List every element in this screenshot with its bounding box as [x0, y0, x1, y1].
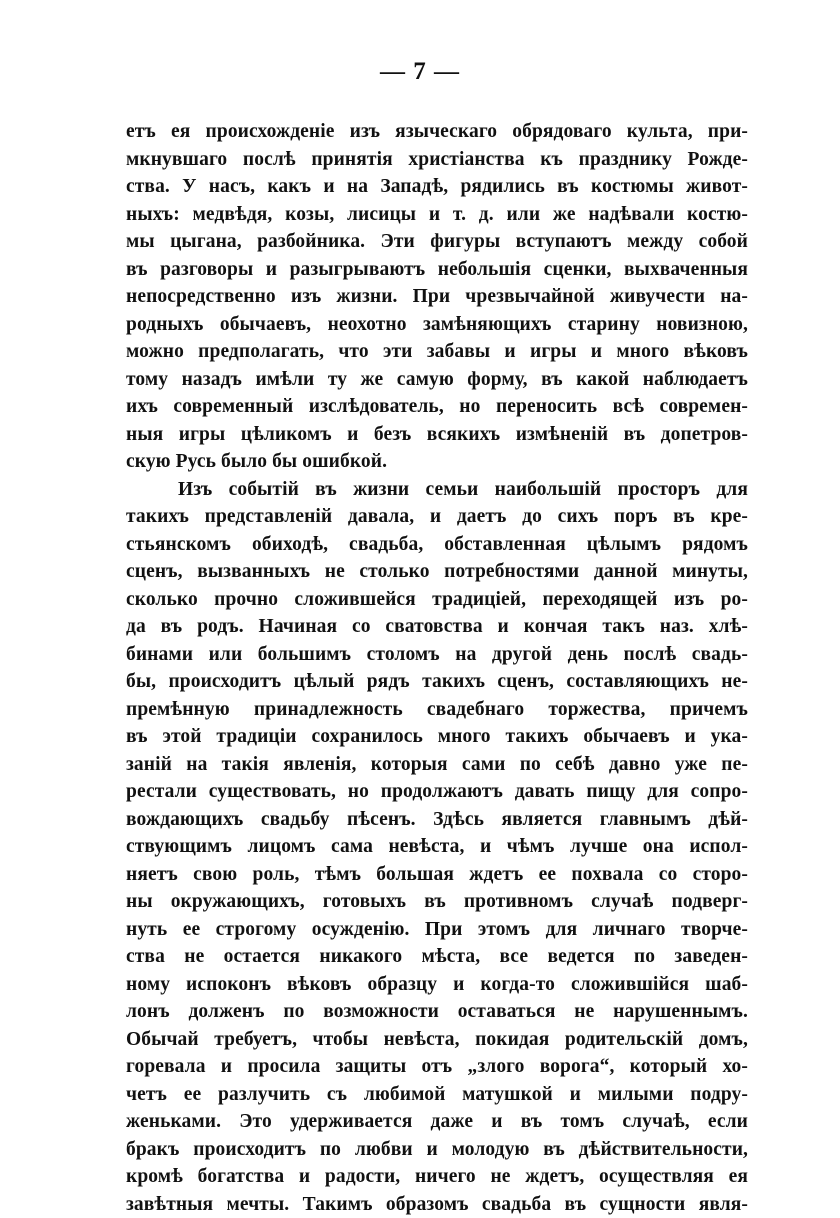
text-line: горевала и просила защиты отъ „злого ворога“, который хо-	[126, 1053, 748, 1081]
text-line: сценъ, вызванныхъ не столько потребностями данной минуты,	[126, 558, 748, 586]
text-line: рестали существовать, но продолжаютъ давать пищу для сопро-	[126, 778, 748, 806]
body-text	[126, 118, 748, 1218]
text-line: ному испоконъ вѣковъ образцу и когда-то сложившійся шаб-	[126, 971, 748, 999]
text-line: да въ родъ. Начиная со сватовства и кончая такъ наз. хлѣ-	[126, 613, 748, 641]
page-number: — 7 —	[0, 58, 840, 86]
text-line: въ этой традиціи сохранилось много такихъ обычаевъ и ука-	[126, 723, 748, 751]
text-line: няетъ свою роль, тѣмъ большая ждетъ ее похвала со сторо-	[126, 861, 748, 889]
text-line: родныхъ обычаевъ, неохотно замѣняющихъ старину новизною,	[126, 311, 748, 339]
text-line: заній на такія явленія, которыя сами по себѣ давно уже пе-	[126, 751, 748, 779]
text-line: Обычай требуетъ, чтобы невѣста, покидая родительскій домъ,	[126, 1026, 748, 1054]
text-line: нуть ее строгому осужденію. При этомъ для личнаго творче-	[126, 916, 748, 944]
text-line: бинами или большимъ столомъ на другой день послѣ свадь-	[126, 641, 748, 669]
text-line: завѣтныя мечты. Такимъ образомъ свадьба въ сущности явля-	[126, 1191, 748, 1218]
text-line: тому назадъ имѣли ту же самую форму, въ какой наблюдаетъ	[126, 366, 748, 394]
text-line: можно предполагать, что эти забавы и игры и много вѣковъ	[126, 338, 748, 366]
text-line: въ разговоры и разыгрываютъ небольшія сценки, выхваченныя	[126, 256, 748, 284]
text-line: ства. У насъ, какъ и на Западѣ, рядились въ костюмы живот-	[126, 173, 748, 201]
text-line: вождающихъ свадьбу пѣсенъ. Здѣсь является главнымъ дѣй-	[126, 806, 748, 834]
text-line: етъ ея происхожденіе изъ языческаго обрядоваго культа, при-	[126, 118, 748, 146]
text-line: мы цыгана, разбойника. Эти фигуры вступаютъ между собой	[126, 228, 748, 256]
text-line: бы, происходитъ цѣлый рядъ такихъ сценъ, составляющихъ не-	[126, 668, 748, 696]
text-line: ныя игры цѣликомъ и безъ всякихъ измѣненій въ допетров-	[126, 421, 748, 449]
text-line: сколько прочно сложившейся традиціей, переходящей изъ ро-	[126, 586, 748, 614]
text-line: кромѣ богатства и радости, ничего не ждетъ, осуществляя ея	[126, 1163, 748, 1191]
text-line: такихъ представленій давала, и даетъ до сихъ поръ въ кре-	[126, 503, 748, 531]
text-line: лонъ долженъ по возможности оставаться не нарушеннымъ.	[126, 998, 748, 1026]
text-line: бракъ происходитъ по любви и молодую въ дѣйствительности,	[126, 1136, 748, 1164]
text-line: ны окружающихъ, готовыхъ въ противномъ случаѣ подверг-	[126, 888, 748, 916]
text-line: четъ ее разлучить съ любимой матушкой и милыми подру-	[126, 1081, 748, 1109]
text-line: женьками. Это удерживается даже и въ томъ случаѣ, если	[126, 1108, 748, 1136]
text-line: ствующимъ лицомъ сама невѣста, и чѣмъ лучше она испол-	[126, 833, 748, 861]
text-line: ныхъ: медвѣдя, козы, лисицы и т. д. или же надѣвали костю-	[126, 201, 748, 229]
text-line: ства не остается никакого мѣста, все ведется по заведен-	[126, 943, 748, 971]
text-line: премѣнную принадлежность свадебнаго торжества, причемъ	[126, 696, 748, 724]
text-line: мкнувшаго послѣ принятія христіанства къ празднику Рожде-	[126, 146, 748, 174]
text-line: стьянскомъ обиходѣ, свадьба, обставленная цѣлымъ рядомъ	[126, 531, 748, 559]
paragraph-start-line: Изъ событій въ жизни семьи наибольшій просторъ для	[126, 476, 748, 504]
text-line: скую Русь было бы ошибкой.	[126, 448, 748, 476]
text-line: ихъ современный изслѣдователь, но переносить всѣ современ-	[126, 393, 748, 421]
text-line: непосредственно изъ жизни. При чрезвычайной живучести на-	[126, 283, 748, 311]
